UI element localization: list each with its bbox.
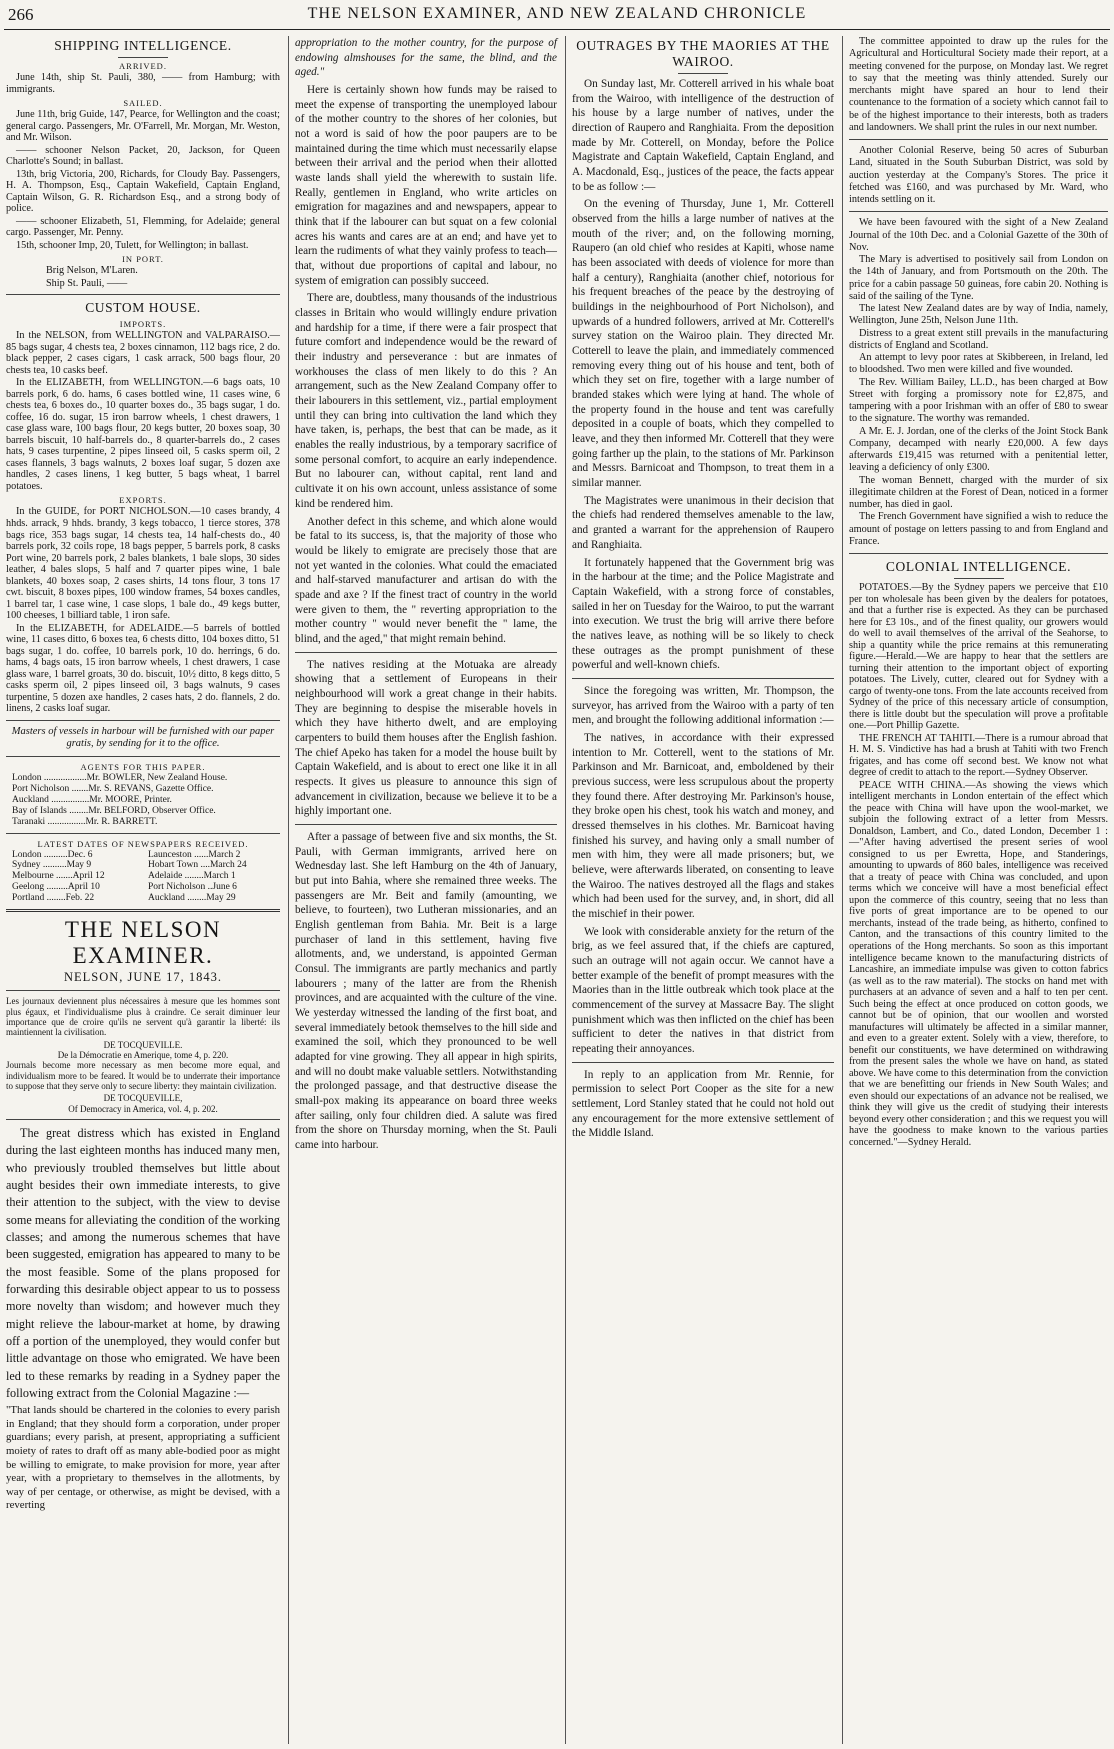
leader-paragraph: The great distress which has existed in England during the last eighteen months has induced many men, who previously troubled themselves but little about aught besides their own immediate interests, to give their attention to the subject, with the view to devise some means for alleviating the condition of the working classes; and among the numerous schemes that have been suggested, emigration has appeared to many to be the most feasible. Some of the plans proposed for forwarding this desirable object appear to us to possess more novelty than wisdom; and however much they might relieve the labour-market at home, by drawing off a portion of the unemployed, they would confer but little advantage on those who emigrated. We have been led to these remarks by reading in a Sydney paper the following extract from the Colonial Magazine :— bbox=[6, 1125, 280, 1400]
epigraph-attribution: DE TOCQUEVILLE. bbox=[103, 1039, 183, 1050]
news-item: We have been favoured with the sight of a New Zealand Journal of the 10th Dec. and a Colonial Gazette of the 30th of Nov. bbox=[849, 217, 1108, 253]
news-item: A Mr. E. J. Jordan, one of the clerks of the Joint Stock Bank Company, decamped with nearly £20,000. A few days afterwards £19,415 was returned with a penitential letter, leaving a deficiency of only £300. bbox=[849, 425, 1108, 474]
sailed-entry: 15th, schooner Imp, 20, Tulett, for Wellington; in ballast. bbox=[16, 239, 249, 251]
latest-dates-table bbox=[12, 850, 274, 905]
article-paragraph: The natives, in accordance with their expressed intention to Mr. Cotterell, went to the stations of Mr. Parkinson and Mr. Barnicoat, and, emboldened by their previous success, were less scrupulous about the property they found there. After destroying Mr. Parkinson's house, they broke open his chest, took his watch and money, and dressed themselves in his clothes. Mr. Barnicoat having finished his survey, and having only a small number of men with him, they were all made prisoners; but, we believe, were afterwards liberated, on consenting to leave the Wairoo. The natives destroyed all the flags and stakes which had been used for the survey, and, in short, did all the mischief in their power. bbox=[572, 731, 834, 920]
date-entry: Melbourne .......April 12 bbox=[12, 871, 105, 882]
page-number: 266 bbox=[8, 5, 34, 24]
date-entry: London ..........Dec. 6 bbox=[12, 849, 93, 860]
article-paragraph: On the evening of Thursday, June 1, Mr. Cotterell observed from the hills a large number of natives at the mouth of the river; and, on the following morning, Raupero (an old chief who resides at Kapiti, whose name has been associated with deeds of violence for more than half a century), Ranghiaita (another chief, notorious for his frequent breaches of the peace by the destroying of buildings in the neighbourhood of Port Nicholson), and upwards of a hundred followers, arrived at Mr. Cotterell's survey station on the Wairoo plain. They directed Mr. Cotterell to leave the plain, and immediately commenced removing every thing out of his house and tent, both of which they set on fire, together with a large number of branded stakes which were lying at hand. The whole of the property found in the house and tent was carefully deposited in a couple of boats, which they compelled to leave, and they then informed Mr. Cotterell that they were going farther up the plain, to the stations of Mr. Parkinson and Messrs. Barnicoat and Thompson, to treat them in a similar manner. bbox=[572, 198, 834, 490]
page-header bbox=[0, 0, 1114, 34]
arrived-entry: June 14th, ship St. Pauli, 380, —— from Hamburg; with immigrants. bbox=[6, 72, 280, 95]
sailed-label: SAILED. bbox=[123, 98, 163, 109]
date-entry: Port Nicholson ..June 6 bbox=[148, 882, 237, 893]
colonial-item: THE FRENCH AT TAHITI.—There is a rumour abroad that H. M. S. Vindictive has had a brush at Tahiti with two French frigates, and has come off second best. We know not what degree of credit to attach to the report.—Sydney Observer. bbox=[849, 732, 1108, 779]
header-rule bbox=[4, 29, 1110, 30]
colonial-item: PEACE WITH CHINA.—As showing the views which intelligent merchants in London entertain of the effect which the peace with China will have upon the wool-market, we subjoin the following extract of a letter from Messrs. Donaldson, Lambert, and Co., dated London, December 1 :—"After having advertised the present series of wool consigned to us per Ewretta, Hope, and Standerings, amounting to upwards of 860 bales, intelligence was received that a treaty of peace with China was concluded, and upon terms which we conceive will have a most beneficial effect upon the commerce of this country, seeing that no less than five ports of great importance are to be opened to our merchants, instead of the trade being, as hitherto, confined to Canton, and the transactions of this country limited to the operations of the Hong merchants. So soon as this important intelligence became known to the manufacturing districts of Lancashire, an immediate impulse was given to cotton fabrics (as well as to the raw material). The stocks on hand met with purchasers at an advance of seven and a half to ten per cent. Such being the effect at once produced on cotton goods, we cannot but be of opinion, that our woollen and worsted manufactures will ultimately be affected in a similar manner, and even to a greater extent. Solely with a view, therefore, to benefit our constituents, we have determined on withdrawing from the present sales the whole we have on hand, as stated above. We have come to this determination from the conviction that we are benefitting our friends in New South Wales; and even should our expectations of an advance not be realised, we think they will give us the credit of studying their interests beyond every other consideration ; and this we request you will have the goodness to make known to the various parties concerned."—Sydney Herald. bbox=[849, 779, 1108, 1148]
in-port-entry: Brig Nelson, M'Laren. bbox=[46, 265, 138, 277]
article-paragraph: There are, doubtless, many thousands of the industrious classes in Britain who would willingly endure privation and hardship for a time, if there were a fair prospect that future comfort and independence would be the reward of their industry and perseverance : but are inmates of workhouses the class of men likely to do this ? An arrangement, such as the New Zealand Company offer to their labourers in this settlement, viz., partial employment until they can bring into cultivation the land which they have taken, is, perhaps, the best that can be made, as it enables the really industrious, by a temporary sacrifice of some personal comfort, to acquire an early independence. But no labourer can, without capital, rent land and cultivate it on his own account, unless assistance of some kind be rendered him. bbox=[295, 292, 557, 510]
date-entry: Auckland ........May 29 bbox=[148, 893, 236, 904]
news-item: An attempt to levy poor rates at Skibbereen, in Ireland, led to bloodshed. Two men were killed and five wounded. bbox=[849, 352, 1108, 376]
in-port-label: IN PORT. bbox=[122, 254, 164, 265]
divider bbox=[572, 678, 834, 679]
latest-dates-heading: LATEST DATES OF NEWSPAPERS RECEIVED. bbox=[37, 838, 249, 849]
article-paragraph: On Sunday last, Mr. Cotterell arrived in his whale boat from the Wairoo, with intelligence of the destruction of his house by a large number of natives, under the direction of Raupero and Ranghiaita. From the deposition made by Mr. Cotterell, on Monday, before the Police Magistrate and Captain Wakefield, Captain England, and A. Macdonald, Esq., justices of the peace, the facts appear to be as follow :— bbox=[572, 78, 834, 193]
colonial-intelligence-heading: COLONIAL INTELLIGENCE. bbox=[885, 559, 1072, 574]
epigraph-attribution: DE TOCQUEVILLE, bbox=[103, 1093, 183, 1104]
article-paragraph: In reply to an application from Mr. Rennie, for permission to select Port Cooper as the site for a new settlement, Lord Stanley stated that he could not hold out any encouragement for the more extensive settlement of the Middle Island. bbox=[572, 1068, 834, 1140]
date-entry: Geelong .........April 10 bbox=[12, 882, 100, 893]
epigraph-french: Les journaux deviennent plus nécessaires à mesure que les hommes sont plus égaux, et l'individualisme plus à craindre. Ce serait diminuer leur importance que de croire qu'ils ne servent qu'à garantir la liberté: ils maintiennent la civilisation. bbox=[6, 996, 280, 1038]
divider bbox=[6, 294, 280, 295]
divider bbox=[6, 909, 280, 912]
column-2 bbox=[288, 36, 563, 1744]
agent-entry: London ..................Mr. BOWLER, New Zealand House. bbox=[12, 772, 228, 783]
article-paragraph: Here is certainly shown how funds may be raised to meet the expense of transporting the unemployed labour of the mother country to the shores of her colonies, but not a word is said of how the poor paupers are to be maintained during the time which must necessarily elapse between their arrival and the period when their allotted waste lands shall yield the wherewith to sustain life. Really, gentlemen in England, who write articles on emigration for magazines and and newspapers, appear to think that if the labourer can but squat on a few colonial acres his wants and cares are at an end; and have yet to learn the rudiments of what they vainly profess to teach—that, without due proportions of capital and labour, no system of emigration can possibly succeed. bbox=[295, 84, 557, 287]
news-item: Distress to a great extent still prevails in the manufacturing districts of England and Scotland. bbox=[849, 327, 1108, 351]
export-entry: In the ELIZABETH, for ADELAIDE.—5 barrels of bottled wine, 11 cases ditto, 6 boxes tea, 6 chests ditto, 104 boxes ditto, 51 bags sugar, 1 do. coffee, 10 barrels pork, 10 do. herrings, 6 do. hams, 4 bags oats, 15 iron barrow wheels, 1 chest drawers, 1 case glass ware, 1 barrel groats, 30 do. biscuit, 10½ ditto, 8 kegs ditto, 5 casks sperm oil, 2 pipes linseed oil, 3 bags walnuts, 9 cases turpentine, 5 dozen axe handles, 2 cases hats, 2 do. flannels, 2 do. linens, 2 casks loaf sugar. bbox=[6, 622, 280, 715]
article-paragraph: It fortunately happened that the Government brig was in the harbour at the time; and the Police Magistrate and Captain Wakefield, with a strong force of constables, sailed in her on Tuesday for the Wairoo, to put the warrant into execution. We trust the brig will arrive there before the natives leave, as nothing will be so likely to check these outrages as the prompt punishment of these powerful and well-known chiefs. bbox=[572, 556, 834, 672]
column-3 bbox=[565, 36, 840, 1744]
import-entry: In the ELIZABETH, from WELLINGTON.—6 bags oats, 10 barrels pork, 6 do. hams, 6 cases bottled wine, 11 cases wine, 6 chests tea, 6 boxes do., 10 quarter boxes do., 35 bags sugar, 1 do. coffee, 16 do. sugar, 15 iron barrow wheels, 1 chest drawers, 1 case glass ware, 100 bags flour, 20 kegs butter, 20 boxes soap, 30 barrels biscuit, 10 half-barrels do., 8 quarter-barrels do., 2 cases hats, 9 cases turpentine, 2 pipes linseed oil, 5 casks sperm oil, 2 cases flannels, 3 bags walnuts, 2 boxes loaf sugar, 5 dozen axe handles, 2 cases linens, 1 keg butter, 5 bags wheat, 1 barrel potatoes. bbox=[6, 377, 280, 492]
quoted-extract: "That lands should be chartered in the colonies to every parish in England; that they should form a corporation, under proper guardians; every parish, at present, appropriating a sufficient moiety of rates to draft off as many able-bodied poor as might be willing to emigrate, to make provision for more, year after year, with a proprietary to themselves in the allotments, by way of per centage, or otherwise, as might be devised, with a reverting bbox=[6, 1404, 280, 1512]
divider bbox=[849, 211, 1108, 212]
date-entry: Sydney ..........May 9 bbox=[12, 860, 92, 871]
article-paragraph: After a passage of between five and six months, the St. Pauli, with German immigrants, arrived here on Wednesday last. She left Hamburg on the 4th of January, but put into Bahia, where she remained three weeks. The passengers are Mr. Beit and family (amounting, we believe, to fourteen), two Lutheran missionaries, and an English gentleman from Bahia. Mr. Beit is a large purchaser of land in this settlement, having five allotments, and, we understand, is appointed German Consul. The immigrants are partly mechanics and partly labourers ; many of the latter are from the Rhenish provinces, and are acquainted with the culture of the vine. We yesterday witnessed the landing of the first boat, and several immediately betook themselves to the hill side and examined the soil, which they pronounced to be well adapted for vine growing. They all appear in high spirits, and will no doubt make valuable settlers. Notwithstanding the prolonged passage, and that destructive disease the small-pox making its appearance on board three weeks after sailing, only four children died. A salute was fired from the shore on Thursday morning, when the St. Pauli came into harbour. bbox=[295, 830, 557, 1152]
news-item: The Rev. William Bailey, LL.D., has been charged at Bow Street with forging a promissory note for £2,875, and tampering with a poor Irishman with an offer of £80 to swear to the signature. The worthy was remanded. bbox=[849, 376, 1108, 425]
date-entry: Portland ........Feb. 22 bbox=[12, 893, 95, 904]
import-entry: In the NELSON, from WELLINGTON and VALPARAISO.—85 bags sugar, 4 chests tea, 2 boxes cinnamon, 112 bags rice, 2 do. black pepper, 2 cases cigars, 1 cask arrack, 500 bags flour, 20 chests tea, 10 casks beef. bbox=[6, 330, 280, 376]
news-item: The Mary is advertised to positively sail from London on the 14th of January, and from Portsmouth on the 20th. The price for a cabin passage 50 guineas, fore cabin 20. Nothing is said of the sailing of the Tyne. bbox=[849, 254, 1108, 302]
custom-house-heading: CUSTOM HOUSE. bbox=[85, 300, 201, 316]
divider bbox=[6, 990, 280, 991]
news-item: The woman Bennett, charged with the murder of six illegitimate children at the Forest of Dean, noticed in a former number, has died in gaol. bbox=[849, 474, 1108, 510]
masters-notice: Masters of vessels in harbour will be furnished with our paper gratis, by sending for it to the office. bbox=[11, 725, 275, 750]
epigraph-source: Of Democracy in America, vol. 4, p. 202. bbox=[68, 1103, 218, 1114]
news-item: Another Colonial Reserve, being 50 acres of Suburban Land, situated in the South Suburban District, was sold by auction yesterday at the Company's Stores. The price it fetched was £160, and was purchased by Mr. Ward, who intends settling on it. bbox=[849, 145, 1108, 205]
column-4 bbox=[842, 36, 1114, 1744]
epigraph-english: Journals become more necessary as men become more equal, and individualism more to be feared. It would be to underrate their importance to suppose that they serve only to secure liberty: they maintain civilization. bbox=[6, 1060, 280, 1091]
sailed-entry: 13th, brig Victoria, 200, Richards, for Cloudy Bay. Passengers, H. A. Thompson, Esq., Captain Wakefield, Captain England, Captain Wilson, G. R. Richardson Esq., and a strong body of police. bbox=[6, 168, 280, 215]
date-entry: Hobart Town ....March 24 bbox=[148, 860, 247, 871]
exports-label: EXPORTS. bbox=[119, 495, 167, 506]
divider bbox=[6, 720, 280, 721]
masthead: THE NELSON EXAMINER, AND NEW ZEALAND CHRONICLE bbox=[307, 5, 807, 22]
paper-title: THE NELSON EXAMINER. bbox=[64, 917, 222, 969]
article-paragraph: The Magistrates were unanimous in their decision that the chiefs had rendered themselves amenable to the law, and granted a warrant for the apprehension of Raupero and Ranghiaita. bbox=[572, 494, 834, 551]
agent-entry: Port Nicholson .......Mr. S. REVANS, Gazette Office. bbox=[12, 783, 214, 794]
divider bbox=[6, 756, 280, 757]
news-item: The French Government have signified a wish to reduce the amount of postage on letters passing to and from England and France. bbox=[849, 511, 1108, 547]
sailed-entry: June 11th, brig Guide, 147, Pearce, for Wellington and the coast; general cargo. Passengers, Mr. O'Farrell, Mr. Morgan, Mr. Weston, and Mr. Wilson. bbox=[6, 109, 280, 144]
paper-dateline: NELSON, JUNE 17, 1843. bbox=[63, 970, 223, 985]
article-paragraph: Another defect in this scheme, and which alone would be fatal to its success, is, that the majority of those who would be likely to emigrate are precisely those that are not yet wanted in the colonies. What could the emaciated and half-starved manufacturer and artisan do with the spade and axe ? If the finest tract of country in the world were given to them, the " reverting appropriation to the mother country " would never benefit the " lame, the blind, and the aged," that might remain behind. bbox=[295, 515, 557, 645]
sailed-entry: —— schooner Nelson Packet, 20, Jackson, for Queen Charlotte's Sound; in ballast. bbox=[6, 144, 280, 168]
agent-entry: Bay of Islands ........Mr. BELFORD, Observer Office. bbox=[12, 805, 216, 816]
arrived-label: ARRIVED. bbox=[119, 61, 167, 71]
sailed-entry: —— schooner Elizabeth, 51, Flemming, for Adelaide; general cargo. Passenger, Mr. Penny. bbox=[6, 215, 280, 239]
date-entry: Adelaide ........March 1 bbox=[148, 871, 236, 882]
news-item: The committee appointed to draw up the rules for the Agricultural and Horticultural Society made their report, at a meeting convened for the purpose, on Monday last. We regret to say that the meeting was thinly attended. Surely our merchants might have spared an hour to lend their countenance to the formation of a society which cannot fail to be of the highest importance to their interests, both as traders and landowners. We shall print the rules in our next number. bbox=[849, 36, 1108, 133]
article-paragraph: Since the foregoing was written, Mr. Thompson, the surveyor, has arrived from the Wairoo with a party of ten men, and brought the following additional information :— bbox=[572, 684, 834, 727]
divider bbox=[572, 1062, 834, 1063]
shipping-heading: SHIPPING INTELLIGENCE. bbox=[54, 38, 232, 53]
divider bbox=[849, 553, 1108, 554]
export-entry: In the GUIDE, for PORT NICHOLSON.—10 cases brandy, 4 hhds. arrack, 9 hhds. brandy, 3 kegs tobacco, 1 tierce stores, 378 bags rice, 353 bags sugar, 14 chests tea, 14 half-chests do., 40 barrels pork, 32 coils rope, 18 bags pepper, 5 barrels pork, 8 casks Port wine, 20 barrels pork, 2 bales blankets, 1 bale slops, 30 sides leather, 4 bales slops, 5 half and 7 quarter pipes wine, 1 bale blankets, 40 boxes soap, 2 cases shirts, 14 tons flour, 3 tons 17 cwt. biscuit, 8 boxes pipes, 100 window frames, 54 boxes candles, 1 barrel tar, 1 case wine, 1 case slops, 1 bale do., 49 kegs butter, 100 cheeses, 1 billiard table, 1 iron safe. bbox=[6, 506, 280, 622]
divider bbox=[678, 73, 728, 74]
colonial-item: POTATOES.—By the Sydney papers we perceive that £10 per ton wholesale has been given by the dealers for potatoes, and that a further rise is expected. As they can be purchased here for £3 10s., and of the finest quality, our growers would do well to avail themselves of the arrival of the Seahorse, to ship a quantity while the price remains at this remunerating figure.—Herald.—We are happy to hear that the settlers are turning their attention to the important object of exporting potatoes. The Lively, cutter, cleared out for Sydney with a cargo of twenty-one tons. From the late accounts received from Sydney of the price of this necessary article of consumption, there is little doubt but the speculation will prove a profitable one.—Port Phillip Gazette. bbox=[849, 582, 1108, 732]
divider bbox=[295, 652, 557, 653]
divider bbox=[954, 578, 1004, 579]
outrages-heading: OUTRAGES BY THE MAORIES AT THE WAIROO. bbox=[576, 38, 830, 69]
agents-heading: AGENTS FOR THIS PAPER. bbox=[80, 761, 206, 772]
article-paragraph: We look with considerable anxiety for the return of the brig, as we feel assured that, if the chiefs are captured, such an outrage will not again occur. We cannot have a better example of the benefit of prompt measures with the Maories than in the little outbreak which took place at the commencement of the survey at Massacre Bay. The slight punishment which was then inflicted on the chief has been sufficient to deter the natives in that district from repeating their annoyances. bbox=[572, 925, 834, 1055]
news-item: The latest New Zealand dates are by way of India, namely, Wellington, June 25th, Nelson June 11th. bbox=[849, 303, 1108, 327]
in-port-entry: Ship St. Pauli, —— bbox=[46, 277, 128, 289]
imports-label: IMPORTS. bbox=[119, 319, 167, 330]
divider bbox=[849, 139, 1108, 140]
divider bbox=[6, 1119, 280, 1120]
quoted-extract-end: appropriation to the mother country, for the purpose of endowing almshouses for the same, the blind, and the aged." bbox=[295, 37, 557, 79]
agents-list bbox=[12, 773, 274, 828]
divider bbox=[118, 57, 168, 58]
agent-entry: Auckland ................Mr. MOORE, Printer. bbox=[12, 794, 172, 805]
article-paragraph: The natives residing at the Motuaka are already showing that a settlement of Europeans in their neighbourhood will work a great change in their habits. They are beginning to despise the miserable hovels in which they have hitherto dwelt, and are employing carpenters to build them houses after the English fashion. The chief Apeko has taken for a model the house built by Captain Wakefield, and is about to erect one like it in all respects. It gives us pleasure to announce this sign of advancement in civilization, because we believe it to be a highly important one. bbox=[295, 658, 557, 818]
agent-entry: Taranaki ................Mr. R. BARRETT. bbox=[12, 816, 158, 827]
divider bbox=[6, 833, 280, 834]
epigraph-source: De la Démocratie en Amerique, tome 4, p. 220. bbox=[57, 1049, 229, 1060]
column-1 bbox=[0, 36, 286, 1744]
date-entry: Launceston ......March 2 bbox=[148, 849, 241, 860]
divider bbox=[295, 824, 557, 825]
